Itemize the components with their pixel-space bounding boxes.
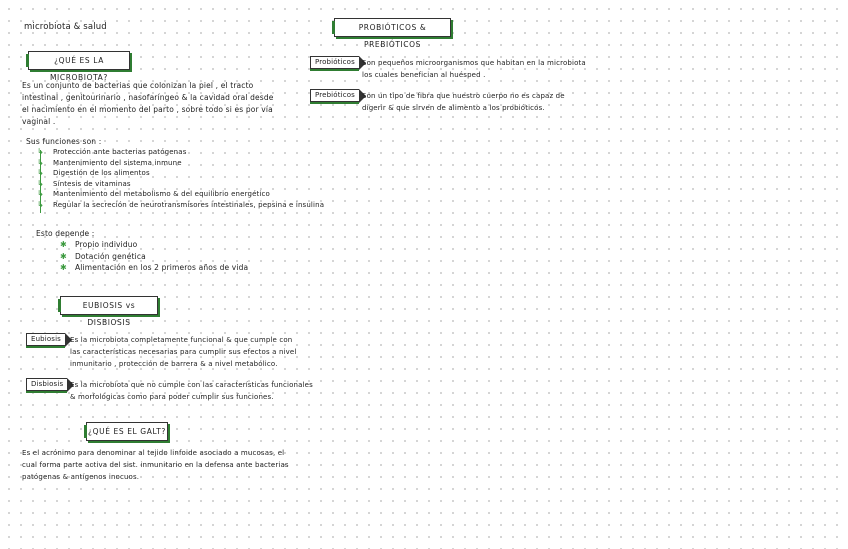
- list-item-text: Síntesis de vitaminas: [53, 179, 131, 188]
- arrow-right-icon: ↳: [37, 157, 44, 167]
- microbiota-heading: ¿QUÉ ES LA MICROBIOTA?: [28, 51, 130, 70]
- text-line: Es el acrónimo para denominar al tejido linfoide asociado a mucosas, el: [22, 449, 285, 457]
- text-line: cual forma parte activa del sist. inmunitario en la defensa ante bacterias: [22, 461, 289, 469]
- list-item: [37, 158, 324, 169]
- text-line: vaginal .: [22, 117, 56, 126]
- text-line: Son un tipo de fibra que nuestro cuerpo no es capaz de: [362, 92, 565, 100]
- star-icon: ✱: [60, 251, 67, 261]
- list-item: [60, 239, 248, 251]
- eubiosis-paragraph: [70, 334, 297, 370]
- galt-paragraph: [22, 447, 289, 483]
- list-item-text: Mantenimiento del metabolismo & del equilibrio energético: [53, 190, 270, 199]
- text-line: Son pequeños microorganismos que habitan en la microbiota: [362, 59, 586, 67]
- list-item: [37, 168, 324, 179]
- page-title: microbiota & salud: [24, 22, 107, 32]
- arrow-right-icon: ↳: [37, 199, 44, 209]
- text-line: patógenas & antígenos inocuos.: [22, 473, 140, 481]
- list-item-text: Alimentación en los 2 primeros años de vida: [75, 263, 249, 272]
- functions-list: [37, 147, 324, 211]
- star-icon: ✱: [60, 240, 67, 249]
- list-item: [37, 189, 324, 200]
- text-line: intestinal , genitourinario , nasofaríngeo & la cavidad oral desde: [22, 93, 274, 102]
- list-item-text: Propio individuo: [75, 240, 138, 249]
- probioticos-heading: PROBIÓTICOS & PREBIÓTICOS: [334, 18, 451, 37]
- list-item-text: Dotación genética: [75, 251, 146, 261]
- list-item-text: Protección ante bacterias patógenas: [53, 148, 187, 156]
- arrow-right-icon: ↳: [37, 189, 44, 199]
- galt-heading: ¿QUÉ ES EL GALT?: [86, 422, 168, 441]
- eubiosis-heading: EUBIOSIS vs DISBIOSIS: [60, 296, 158, 315]
- list-item: [37, 147, 324, 158]
- text-line: Es la microbiota completamente funcional & que cumple con: [70, 336, 293, 344]
- probioticos-paragraph: [362, 57, 586, 81]
- arrow-right-icon: ↳: [37, 147, 44, 156]
- depends-label: Esto depende :: [36, 229, 95, 238]
- list-item-text: Mantenimiento del sistema inmune: [53, 158, 182, 167]
- disbiosis-paragraph: [70, 379, 313, 403]
- text-line: digerir & que sirven de alimento a los probióticos.: [362, 104, 545, 112]
- arrow-right-icon: ↳: [37, 178, 44, 188]
- list-item: [37, 200, 324, 211]
- prebioticos-paragraph: [362, 90, 565, 114]
- functions-label: Sus funciones son :: [26, 137, 102, 146]
- probioticos-tag: Probióticos: [310, 56, 359, 69]
- list-item: [60, 251, 248, 263]
- list-item-text: Digestión de los alimentos: [53, 169, 150, 178]
- text-line: Es un conjunto de bacterias que colonizan la piel , el tracto: [22, 81, 254, 90]
- text-line: el nacimiento en el momento del parto , sobre todo si es por vía: [22, 105, 273, 114]
- depends-list: [60, 239, 248, 274]
- eubiosis-tag: Eubiosis: [26, 333, 65, 346]
- disbiosis-tag: Disbiosis: [26, 378, 67, 391]
- microbiota-paragraph: [22, 80, 274, 128]
- text-line: los cuales benefician al huésped .: [362, 71, 486, 79]
- list-item: [60, 262, 248, 274]
- prebioticos-tag: Prebióticos: [310, 89, 359, 102]
- arrow-right-icon: ↳: [37, 168, 44, 178]
- text-line: inmunitario , protección de barrera & a nivel metabólico.: [70, 360, 278, 368]
- text-line: Es la microbiota que no cumple con las características funcionales: [70, 381, 313, 389]
- list-item-text: Regular la secreción de neurotransmisores intestinales, pepsina e insulina: [53, 200, 325, 209]
- text-line: las características necesarias para cumplir sus efectos a nivel: [70, 348, 297, 356]
- list-item: [37, 179, 324, 190]
- text-line: & morfológicas como para poder cumplir sus funciones.: [70, 393, 274, 401]
- star-icon: ✱: [60, 263, 67, 272]
